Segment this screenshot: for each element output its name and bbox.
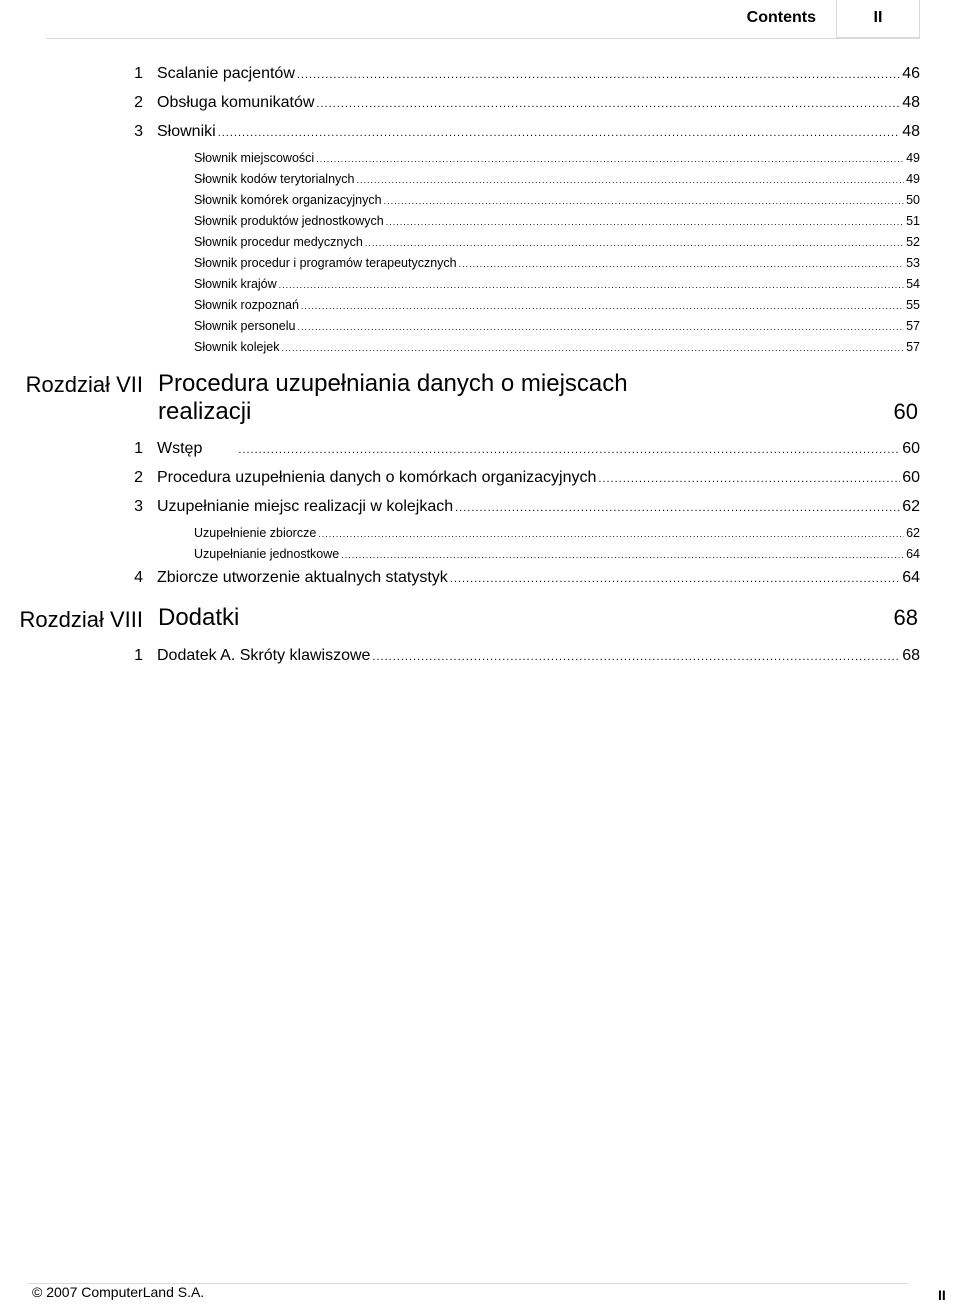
toc-subentry[interactable] — [0, 214, 960, 232]
toc-entry[interactable] — [0, 65, 960, 87]
toc-entry[interactable] — [0, 123, 960, 145]
chapter-title: Dodatki — [158, 604, 240, 631]
toc-entry-title: Zbiorcze utworzenie aktualnych statystyk — [157, 569, 448, 586]
toc-entry-number: 1 — [134, 440, 143, 457]
toc-subentry-page: 50 — [906, 193, 920, 207]
toc-entry-page: 48 — [902, 94, 920, 111]
toc-entry[interactable] — [0, 498, 960, 520]
toc-entry-title: Wstęp — [157, 440, 203, 457]
toc-subentry-page: 49 — [906, 151, 920, 165]
toc-subentry-page: 51 — [906, 214, 920, 228]
toc-entry-page: 64 — [902, 569, 920, 586]
toc-subentry-page: 53 — [906, 256, 920, 270]
toc-entry-title: Słowniki — [157, 123, 216, 140]
toc-entry-page: 48 — [902, 123, 920, 140]
toc-subentry-title: Słownik kodów terytorialnych — [194, 172, 355, 186]
toc-subentry[interactable] — [0, 151, 960, 169]
toc-subentry-page: 52 — [906, 235, 920, 249]
toc-entry-number: 2 — [134, 469, 143, 486]
chapter-label: Rozdział VII — [25, 372, 143, 397]
toc-entry-page: 60 — [902, 440, 920, 457]
toc-subentry[interactable] — [0, 235, 960, 253]
chapter-title — [158, 370, 718, 426]
toc-subentry-page: 49 — [906, 172, 920, 186]
toc-subentry-title: Słownik komórek organizacyjnych — [194, 193, 382, 207]
toc-subentry[interactable] — [0, 172, 960, 190]
toc-entry-title: Procedura uzupełnienia danych o komórkach organizacyjnych — [157, 469, 597, 486]
toc-subentry[interactable] — [0, 277, 960, 295]
toc-subentry-title: Słownik procedur i programów terapeutycznych — [194, 256, 457, 270]
toc-subentry[interactable] — [0, 319, 960, 337]
toc-subentry-title: Uzupełnianie jednostkowe — [194, 547, 340, 561]
toc-subentry-page: 64 — [906, 547, 920, 561]
toc-entry-number: 3 — [134, 123, 143, 140]
toc-subentry-page: 55 — [906, 298, 920, 312]
toc-entry-number: 2 — [134, 94, 143, 111]
toc-entry-title: Dodatek A. Skróty klawiszowe — [157, 647, 371, 664]
chapter-title-line: Procedura uzupełniania danych o miejscach — [158, 370, 628, 397]
toc-subentry-title: Słownik miejscowości — [194, 151, 315, 165]
toc-entry-page: 60 — [902, 469, 920, 486]
toc-entry-page: 62 — [902, 498, 920, 515]
footer-page-number: II — [938, 1287, 946, 1303]
toc-subentry[interactable] — [0, 340, 960, 358]
toc-entry-page: 68 — [902, 647, 920, 664]
toc-entry[interactable] — [0, 94, 960, 116]
toc-entry-number: 1 — [134, 65, 143, 82]
toc-entry[interactable] — [0, 569, 960, 591]
toc-entry-page: 46 — [902, 65, 920, 82]
toc-entry-number: 3 — [134, 498, 143, 515]
toc-subentry-page: 54 — [906, 277, 920, 291]
toc-subentry-title: Słownik krajów — [194, 277, 277, 291]
toc-entry-title: Uzupełnianie miejsc realizacji w kolejkach — [157, 498, 454, 515]
toc-subentry-title: Słownik procedur medycznych — [194, 235, 363, 249]
toc-subentry[interactable] — [0, 193, 960, 211]
footer-copyright: © 2007 ComputerLand S.A. — [32, 1284, 205, 1300]
chapter-page: 60 — [893, 399, 918, 424]
toc-subentry-title: Słownik rozpoznań — [194, 298, 299, 312]
chapter-label: Rozdział VIII — [19, 607, 143, 632]
page-header — [46, 0, 920, 39]
toc-subentry-page: 62 — [906, 526, 920, 540]
header-page-number: II — [836, 0, 920, 38]
toc-entry[interactable] — [0, 440, 960, 462]
toc-entry[interactable] — [0, 647, 960, 669]
toc-entry-number: 1 — [134, 647, 143, 664]
chapter-title-line: realizacji — [158, 398, 252, 425]
toc-subentry[interactable] — [0, 298, 960, 316]
toc-subentry[interactable] — [0, 526, 960, 544]
toc-subentry-title: Słownik kolejek — [194, 340, 280, 354]
toc-subentry-page: 57 — [906, 319, 920, 333]
toc-subentry[interactable] — [0, 547, 960, 565]
header-title: Contents — [746, 9, 816, 26]
toc-entry[interactable] — [0, 469, 960, 491]
toc-subentry-title: Słownik produktów jednostkowych — [194, 214, 384, 228]
toc-subentry-page: 57 — [906, 340, 920, 354]
toc-subentry[interactable] — [0, 256, 960, 274]
toc-entry-title: Scalanie pacjentów — [157, 65, 295, 82]
toc-subentry-title: Uzupełnienie zbiorcze — [194, 526, 317, 540]
toc-subentry-title: Słownik personelu — [194, 319, 296, 333]
toc-entry-title: Obsługa komunikatów — [157, 94, 315, 111]
chapter-page: 68 — [893, 605, 918, 630]
toc-entry-number: 4 — [134, 569, 143, 586]
